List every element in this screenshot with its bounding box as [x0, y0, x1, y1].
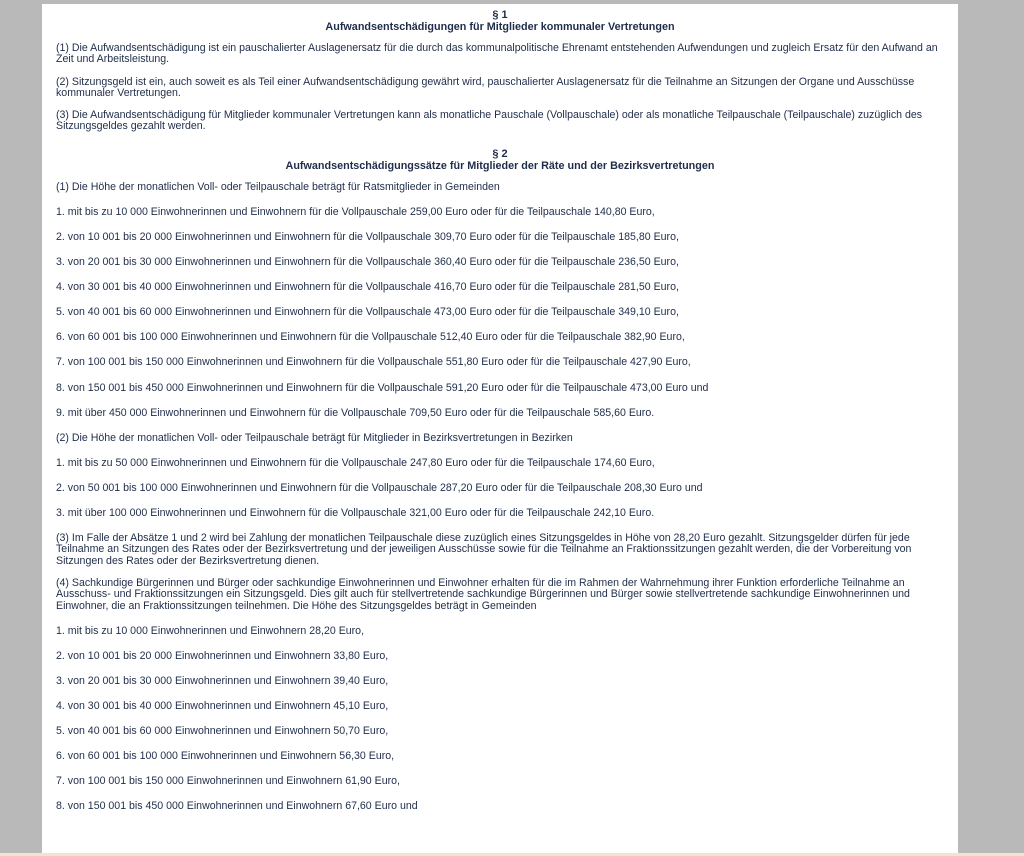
list-item: 3. von 20 001 bis 30 000 Einwohnerinnen und Einwohnern für die Vollpauschale 360,40 Euro oder für die Teilpauschale 236,50 Euro, [56, 256, 679, 269]
section-2-title: Aufwandsentschädigungssätze für Mitglieder der Räte und der Bezirksvertretungen [285, 159, 715, 172]
section-2-abs3: (3) Im Falle der Absätze 1 und 2 wird bei Zahlung der monatlichen Teilpauschale diese zuzüglich eines Sitzungsgeldes in Höhe von 28,20 Euro gezahlt. Sitzungsgelder dürfen für jede Teilnahme an Sitzungen des Rates oder der Bezirksvertretung und der jeweiligen Ausschüsse sowie für die Teilnahme an Fraktionssitzungen gezahlt werden, die der Vorbereitung von Sitzungen des Rates oder der Bezirksvertretung dienen. [56, 532, 912, 567]
list-item: 9. mit über 450 000 Einwohnerinnen und Einwohnern für die Vollpauschale 709,50 Euro oder für die Teilpauschale 585,60 Euro. [56, 406, 655, 419]
list-item: 5. von 40 001 bis 60 000 Einwohnerinnen und Einwohnern 50,70 Euro, [56, 725, 389, 738]
list-item: 6. von 60 001 bis 100 000 Einwohnerinnen und Einwohnern 56,30 Euro, [56, 750, 395, 763]
list-item: 1. mit bis zu 10 000 Einwohnerinnen und Einwohnern für die Vollpauschale 259,00 Euro oder für die Teilpauschale 140,80 Euro, [56, 205, 655, 218]
list-item: 2. von 10 001 bis 20 000 Einwohnerinnen und Einwohnern 33,80 Euro, [56, 649, 389, 662]
list-item: 1. mit bis zu 10 000 Einwohnerinnen und Einwohnern 28,20 Euro, [56, 624, 365, 637]
list-item: 5. von 40 001 bis 60 000 Einwohnerinnen und Einwohnern für die Vollpauschale 473,00 Euro oder für die Teilpauschale 349,10 Euro, [56, 306, 679, 319]
list-item: 3. mit über 100 000 Einwohnerinnen und Einwohnern für die Vollpauschale 321,00 Euro oder für die Teilpauschale 242,10 Euro. [56, 507, 655, 519]
list-item: 7. von 100 001 bis 150 000 Einwohnerinnen und Einwohnern für die Vollpauschale 551,80 Euro oder für die Teilpauschale 427,90 Euro, [56, 356, 691, 369]
list-item: 4. von 30 001 bis 40 000 Einwohnerinnen und Einwohnern für die Vollpauschale 416,70 Euro oder für die Teilpauschale 281,50 Euro, [56, 281, 679, 294]
section-1-title: Aufwandsentschädigungen für Mitglieder kommunaler Vertretungen [325, 21, 675, 33]
section-2-abs1-intro: (1) Die Höhe der monatlichen Voll- oder Teilpauschale beträgt für Ratsmitglieder in Gemeinden [56, 180, 500, 193]
section-2-abs4: (4) Sachkundige Bürgerinnen und Bürger oder sachkundige Einwohnerinnen und Einwohner erhalten für die im Rahmen der Wahrnehmung ihrer Funktion erforderliche Teilnahme an Ausschuss- und Fraktionssitzungen ein Sitzungsgeld. Dies gilt auch für stellvertretende sachkundige Bürgerinnen und Bürger sowie stellvertretende sachkundige Einwohnerinnen und Einwohner, die an Fraktionssitzungen teilnehmen. Die Höhe des Sitzungsgeldes beträgt in Gemeinden [56, 576, 910, 612]
list-item: 6. von 60 001 bis 100 000 Einwohnerinnen und Einwohnern für die Vollpauschale 512,40 Euro oder für die Teilpauschale 382,90 Euro, [56, 331, 685, 344]
list-item: 8. von 150 001 bis 450 000 Einwohnerinnen und Einwohnern 67,60 Euro und [56, 800, 418, 813]
section-1-number: § 1 [492, 9, 508, 21]
section-1-paragraph-3: (3) Die Aufwandsentschädigung für Mitglieder kommunaler Vertretungen kann als monatliche Pauschale (Vollpauschale) oder als monatliche Teilpauschale (Teilpauschale) zuzüglich des Sitzungsgeldes gezahlt werden. [56, 109, 923, 133]
list-item: 2. von 10 001 bis 20 000 Einwohnerinnen und Einwohnern für die Vollpauschale 309,70 Euro oder für die Teilpauschale 185,80 Euro, [56, 230, 679, 243]
section-2-number: § 2 [492, 147, 508, 160]
document-page [42, 4, 958, 854]
section-1-paragraph-2: (2) Sitzungsgeld ist ein, auch soweit es als Teil einer Aufwandsentschädigung gewährt wird, pauschalierter Auslagenersatz für die Teilnahme an Sitzungen der Organe und Ausschüsse kommunaler Vertretungen. [56, 75, 915, 99]
list-item: 8. von 150 001 bis 450 000 Einwohnerinnen und Einwohnern für die Vollpauschale 591,20 Euro oder für die Teilpauschale 473,00 Euro und [56, 381, 709, 394]
section-2-abs2-intro: (2) Die Höhe der monatlichen Voll- oder Teilpauschale beträgt für Mitglieder in Bezirksvertretungen in Bezirken [56, 431, 573, 444]
section-1-paragraph-1: (1) Die Aufwandsentschädigung ist ein pauschalierter Auslagenersatz für die durch das kommunalpolitische Ehrenamt entstehenden Aufwendungen und zugleich Ersatz für den Aufwand an Zeit und Arbeitsleistung. [56, 42, 938, 66]
list-item: 3. von 20 001 bis 30 000 Einwohnerinnen und Einwohnern 39,40 Euro, [56, 674, 389, 687]
list-item: 1. mit bis zu 50 000 Einwohnerinnen und Einwohnern für die Vollpauschale 247,80 Euro oder für die Teilpauschale 174,60 Euro, [56, 456, 655, 469]
list-item: 7. von 100 001 bis 150 000 Einwohnerinnen und Einwohnern 61,90 Euro, [56, 775, 400, 788]
list-item: 4. von 30 001 bis 40 000 Einwohnerinnen und Einwohnern 45,10 Euro, [56, 699, 389, 712]
list-item: 2. von 50 001 bis 100 000 Einwohnerinnen und Einwohnern für die Vollpauschale 287,20 Euro oder für die Teilpauschale 208,30 Euro und [56, 481, 703, 494]
